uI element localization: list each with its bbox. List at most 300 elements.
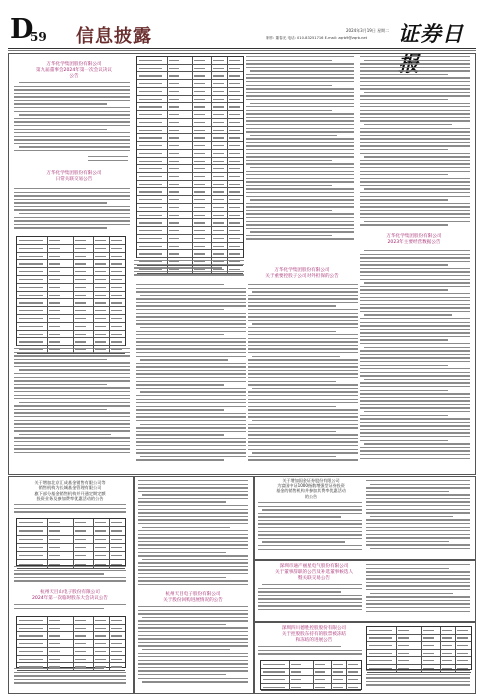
text-line [14,675,126,676]
table-cell-text [194,207,205,208]
text-line [14,96,130,97]
table-cell-border [47,292,48,299]
table-cell-text [19,240,43,241]
table-row [17,307,125,315]
table-cell-text [111,659,122,660]
table-cell-border [192,96,193,103]
table-cell-border [93,536,94,543]
text-line [136,416,246,417]
table-cell-border [192,188,193,195]
table-cell-text [111,287,122,288]
text-line [258,595,362,596]
table-cell-text [229,137,240,138]
table-cell-text [169,207,180,208]
text-line [138,501,226,502]
table-cell-text [169,222,180,223]
notice-title-8: 关于增加国金证券股份有限公司 为富国中证1000指数增强型证券投资 基金的销售机构并参加其费率优惠活动 的公告 [276,478,346,499]
table-cell-border [211,219,212,226]
table-cell-border [109,237,110,244]
table-cell-border [109,307,110,314]
table-cell-text [169,191,180,192]
table-cell-text [111,326,122,327]
text-line [360,436,470,437]
text-line [262,584,362,585]
table-cell-border [331,669,332,676]
text-line [360,128,470,129]
table-cell-border [192,150,193,157]
notice-body-2c [134,260,244,280]
table-cell-text [139,114,162,115]
table-cell-border [192,204,193,211]
table-cell-border [227,173,228,180]
text-line [364,250,470,251]
text-line [14,566,126,567]
table-cell-border [109,552,110,559]
notice-title-6: 杭州天目山电子股份有限公司 2024年第一次临时股东大会决议公告 [31,590,108,601]
table-cell-border [227,119,228,126]
table-cell-text [49,334,60,335]
text-line [360,454,470,455]
text-line [14,93,130,94]
editor-contact: 制作: 董春光 电话: 010-83251716 E-mail: zqrb9@zqrb.net [266,36,367,40]
text-line [14,395,130,396]
table-cell-border [167,158,168,165]
notice-title-1: 万华化学集团股份有限公司 第九届董事会2024年第一次会议决议 公告 [35,62,112,79]
table-cell-text [229,122,240,123]
text-line [138,487,248,488]
text-line [370,484,470,485]
text-line [136,406,246,407]
table-row [17,640,125,648]
table-cell-border [211,181,212,188]
text-line [138,678,248,679]
table-cell-border [211,243,212,250]
table-cell-text [139,153,162,154]
table-cell-text [139,207,162,208]
text-line [360,131,470,132]
table-cell-border [331,676,332,683]
text-line [366,494,470,495]
text-line [360,397,470,398]
text-line [360,160,470,161]
text-line [14,420,130,421]
text-line [140,391,246,392]
table-cell-text [229,253,240,254]
text-line [136,413,246,414]
table-cell-text [19,279,43,280]
text-line [360,311,470,312]
text-line [138,635,248,636]
table-row [17,648,125,656]
text-line [248,363,358,364]
text-line [14,143,130,144]
text-line [360,325,470,326]
text-line [360,261,470,262]
text-line [88,160,128,161]
table-row [17,292,125,300]
table-cell-border [109,640,110,647]
table-cell-text [95,310,106,311]
table-cell-border [167,96,168,103]
table-cell-border [47,625,48,632]
text-line [360,171,470,172]
table-cell-border [227,150,228,157]
text-line [258,516,341,517]
text-line [360,304,470,305]
table-cell-text [49,318,60,319]
table-cell-text [111,651,122,652]
text-line [246,67,354,68]
table-cell-text [423,660,433,661]
notice-body-10b [366,670,470,688]
text-line [134,260,244,261]
text-line [258,527,362,528]
table-cell-border [227,243,228,250]
masthead [8,6,476,48]
text-line [138,484,248,485]
table-row [261,669,361,677]
text-line [366,509,470,510]
table-cell-text [457,660,467,661]
table-cell-text [49,628,60,629]
notice-title-5: 关于增加北京汇成基金销售有限公司等 销售机构为长城基金管理有限公司 旗下部分基金销售机构并开通定期定额 投资业务及参加费率优惠活动的公告 [34,480,106,502]
table-row [137,57,243,65]
table-cell-text [49,659,60,660]
text-line [246,153,354,154]
table-cell-border [192,212,193,219]
table-cell-text [111,635,122,636]
table-cell-text [229,68,240,69]
text-line [360,113,470,114]
text-line [366,523,470,524]
text-line [248,441,358,442]
table-row [367,657,471,665]
table-cell-text [423,637,433,638]
table-cell-border [211,165,212,172]
text-line [360,163,470,164]
text-line [14,570,126,571]
table-cell-text [229,215,240,216]
text-line [136,384,224,385]
table-cell-border [211,119,212,126]
text-line [246,213,354,214]
text-line [140,327,246,328]
table-cell-text [229,222,240,223]
text-line [360,350,470,351]
table-cell-border [346,676,347,683]
table-cell-border [167,250,168,257]
table-cell-border [47,552,48,559]
table-cell-text [49,564,60,565]
text-line [136,438,246,439]
table-cell-text [229,83,240,84]
table-cell-border [455,635,456,642]
table-cell-text [194,191,205,192]
table-cell-border [93,617,94,624]
table-cell-border [109,299,110,306]
table-cell-border [192,158,193,165]
text-line [360,289,448,290]
table-cell-border [227,227,228,234]
table-cell-border [93,237,94,244]
text-line [246,142,354,143]
text-line [258,653,362,654]
table-cell-text [442,637,452,638]
text-line [136,431,246,432]
text-line [246,206,354,207]
table-cell-text [111,271,122,272]
table-cell-border [73,527,74,534]
text-line [246,185,332,186]
table-cell-text [111,547,122,548]
text-line [360,199,448,200]
table-cell-text [194,60,205,61]
text-line [14,437,130,438]
table-cell-text [213,176,224,177]
text-line [140,359,228,360]
text-line [136,348,246,349]
table-cell-border [211,250,212,257]
text-line [366,498,470,499]
text-line [246,128,354,129]
text-line [250,167,354,168]
table-cell-text [19,310,43,311]
table-cell-text [229,60,240,61]
table-cell-text [111,256,122,257]
table-cell-text [19,530,43,531]
table-cell-border [440,635,441,642]
table-cell-text [398,668,408,669]
text-line [14,118,130,119]
notice-body-8b [366,480,470,554]
table-cell-border [73,536,74,543]
text-line [360,70,470,71]
text-line [136,373,246,374]
masthead-rule [8,48,476,49]
table-cell-text [348,671,358,672]
table-cell-border [109,617,110,624]
table-cell-text [169,122,180,123]
table-cell-border [192,103,193,110]
table-cell-text [194,75,205,76]
table-cell-border [396,635,397,642]
table-row [137,173,243,181]
text-line [248,359,358,360]
table-row [137,72,243,80]
notice-title-10: 深圳四川德胜控股股份有限公司 关于控股股东持有的股票被冻结 和冻结的进展公告 [281,626,347,643]
text-line [138,541,248,542]
text-line [14,125,130,126]
text-line [136,320,246,321]
text-line [366,681,470,682]
text-line [364,282,470,283]
table-cell-text [95,530,106,531]
table-cell-text [229,184,240,185]
text-line [246,238,354,239]
table-cell-border [192,57,193,64]
table-row [261,661,361,669]
table-cell-text [75,263,86,264]
text-line [138,584,248,585]
table-cell-text [75,555,86,556]
table-cell-border [346,684,347,691]
table-cell-text [169,114,180,115]
table-cell-text [229,168,240,169]
text-line [19,213,130,214]
table-cell-text [169,215,180,216]
table-cell-text [194,137,205,138]
text-line [246,188,354,189]
table-cell-border [192,165,193,172]
table-cell-text [139,106,162,107]
table-cell-text [139,230,162,231]
text-line [14,508,126,509]
related-transactions-table-2 [136,56,244,258]
notice-body-5b [14,566,126,586]
table-cell-text [194,253,205,254]
text-line [248,434,358,435]
table-row [261,676,361,684]
table-cell-border [227,80,228,87]
table-cell-text [19,539,43,540]
table-cell-border [227,196,228,203]
text-line [248,305,336,306]
table-cell-border [211,188,212,195]
text-line [360,357,470,358]
table-cell-text [213,253,224,254]
text-line [366,611,470,612]
table-cell-border [109,656,110,663]
text-line [14,348,130,349]
table-cell-border [73,307,74,314]
text-line [258,650,362,651]
text-line [258,531,362,532]
text-line [136,363,246,364]
table-cell-border [192,243,193,250]
text-line [360,432,470,433]
table-cell-border [421,635,422,642]
table-cell-text [139,145,162,146]
text-line [138,523,248,524]
table-cell-border [73,260,74,267]
table-cell-text [75,310,86,311]
table-cell-text [49,643,60,644]
text-line [360,257,470,258]
text-line [364,188,470,189]
table-cell-text [49,555,60,556]
fund-list-table [16,518,126,566]
text-line [364,92,470,93]
table-cell-text [49,326,60,327]
table-row [261,684,361,692]
text-line [138,555,248,556]
table-row [367,635,471,643]
table-cell-text [95,256,106,257]
text-line [360,210,470,211]
text-line [138,660,248,661]
table-cell-text [369,630,392,631]
table-cell-text [194,184,205,185]
table-cell-text [19,651,43,652]
text-line [364,443,470,444]
text-line [248,341,358,342]
table-cell-text [95,522,106,523]
table-row [17,237,125,245]
table-cell-border [109,632,110,639]
table-cell-border [167,80,168,87]
table-cell-text [315,664,325,665]
table-cell-border [93,527,94,534]
text-line [246,99,354,100]
text-line [248,327,358,328]
table-cell-border [192,235,193,242]
table-cell-border [421,642,422,649]
text-line [252,291,358,292]
text-line [14,441,130,442]
text-line [360,178,470,179]
text-line [366,480,470,481]
table-cell-border [211,65,212,72]
table-cell-text [194,68,205,69]
table-row [367,642,471,650]
table-cell-text [49,530,60,531]
table-cell-border [211,235,212,242]
table-cell-text [111,643,122,644]
table-cell-text [229,145,240,146]
table-cell-border [396,642,397,649]
table-cell-text [194,176,205,177]
text-line [138,613,248,614]
text-line [88,156,128,157]
table-cell-border [73,237,74,244]
table-cell-text [75,256,86,257]
text-line [138,552,226,553]
text-line [248,316,358,317]
table-cell-text [333,671,343,672]
table-cell-border [73,323,74,330]
text-line [366,512,470,513]
text-line [248,416,358,417]
table-cell-border [109,648,110,655]
table-cell-border [47,617,48,624]
table-cell-text [423,653,433,654]
notice-sign-1 [88,156,128,166]
table-cell-text [111,240,122,241]
text-line [364,124,452,125]
table-row [137,196,243,204]
table-cell-text [75,628,86,629]
text-line [136,345,246,346]
text-line [366,589,470,590]
text-line [262,541,345,542]
table-cell-border [192,142,193,149]
table-row [17,536,125,544]
text-line [246,85,332,86]
table-cell-text [442,668,452,669]
table-cell-text [457,630,467,631]
text-line [366,519,470,520]
table-row [137,212,243,220]
text-line [360,106,470,107]
table-cell-border [313,684,314,691]
table-row [17,625,125,633]
table-row [17,527,125,535]
table-cell-text [19,620,43,621]
table-cell-text [213,230,224,231]
text-line [14,427,130,428]
table-cell-text [95,341,106,342]
text-line [360,297,470,298]
